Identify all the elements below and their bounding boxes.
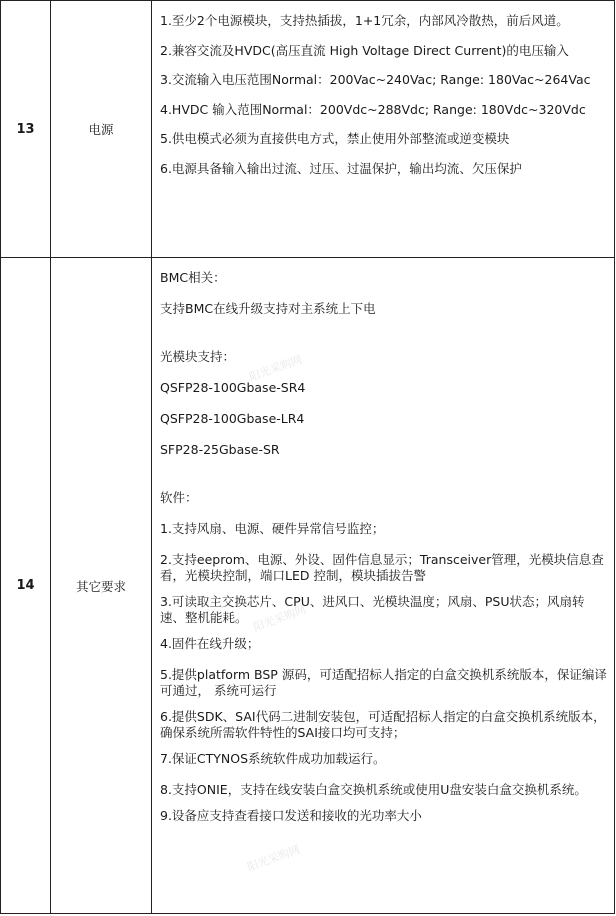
detail-line: 2.兼容交流及HVDC(高压直流 High Voltage Direct Current)的电压输入: [160, 42, 569, 58]
section-heading-optics: 光模块支持：: [160, 349, 236, 364]
section-heading-software: 软件：: [160, 490, 198, 505]
table-row-13: [1, 1, 615, 258]
detail-line: 9.设备应支持查看接口发送和接收的光功率大小: [160, 808, 422, 823]
detail-line: 6.电源具备输入输出过流、过压、过温保护，输出均流、欠压保护: [160, 160, 522, 176]
item-number: 13: [1, 1, 51, 258]
detail-line: 1.支持风扇、电源、硬件异常信号监控；: [160, 521, 385, 536]
item-name: 电源: [51, 1, 152, 258]
section-heading-bmc: BMC相关：: [160, 270, 226, 285]
detail-line: 3.可读取主交换芯片、CPU、进风口、光模块温度；风扇、PSU状态；风扇转速、整机能耗。: [160, 594, 585, 625]
detail-line: 1.至少2个电源模块，支持热插拔，1+1冗余，内部风冷散热，前后风道。: [160, 13, 569, 28]
watermark: 阳光采购网: [247, 352, 304, 384]
table-row-14: [1, 258, 615, 914]
detail-line: QSFP28-100Gbase-LR4: [160, 411, 305, 426]
detail-line: 4.HVDC 输入范围Normal：200Vdc~288Vdc; Range: 180Vdc~320Vdc: [160, 101, 586, 117]
detail-line: 5.供电模式必须为直接供电方式，禁止使用外部整流或逆变模块: [160, 131, 510, 146]
detail-line: 4.固件在线升级；: [160, 636, 260, 651]
detail-list: [160, 258, 608, 824]
watermark: 阳光采购网: [245, 842, 302, 874]
detail-line: 5.提供platform BSP 源码，可适配招标人指定的白盒交换机系统版本，保证编译可通过， 系统可运行: [160, 667, 607, 698]
detail-line: 支持BMC在线升级支持对主系统上下电: [160, 301, 376, 316]
item-number: 14: [1, 258, 51, 914]
detail-list: [160, 1, 608, 177]
detail-line: SFP28-25Gbase-SR: [160, 442, 280, 457]
detail-line: QSFP28-100Gbase-SR4: [160, 380, 306, 395]
item-details: [152, 1, 615, 258]
item-name: 其它要求: [51, 258, 152, 914]
detail-line: 8.支持ONIE，支持在线安装白盒交换机系统或使用U盘安装白盒交换机系统。: [160, 782, 587, 797]
watermark: 阳光采购网: [251, 602, 308, 634]
detail-line: 2.支持eeprom、电源、外设、固件信息显示；Transceiver管理，光模块信息查看，光模块控制，端口LED 控制，模块插拔告警: [160, 552, 604, 583]
detail-line: 3.交流输入电压范围Normal：200Vac~240Vac; Range: 180Vac~264Vac: [160, 72, 591, 87]
item-details: [152, 258, 615, 914]
detail-line: 7.保证CTYNOS系统软件成功加载运行。: [160, 751, 386, 766]
detail-line: 6.提供SDK、SAI代码二进制安装包，可适配招标人指定的白盒交换机系统版本，确保系统所需软件特性的SAI接口均可支持；: [160, 709, 606, 740]
